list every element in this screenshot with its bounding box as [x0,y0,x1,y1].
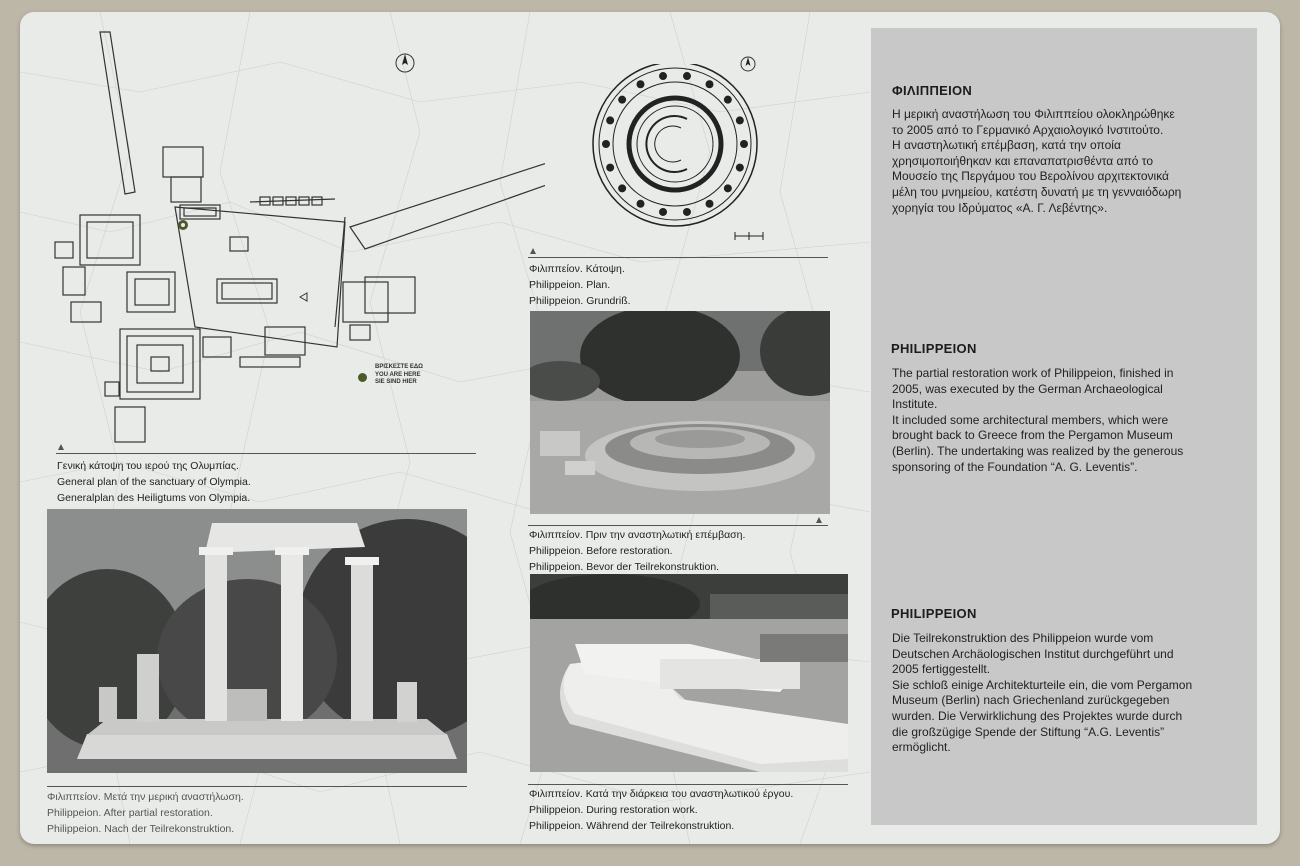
caption-rule [528,525,828,526]
english-heading: PHILIPPEION [891,341,977,356]
legend-german: SIE SIND HIER [375,379,417,385]
column-marker [637,200,645,208]
column-marker [637,80,645,88]
caption-before-restoration: Φιλιππείον. Πριν την αναστηλωτική επέμβαση. Philippeion. Before restoration. Philippeion. Bevor der Teilrekonstruktion. [529,529,746,573]
column-marker [724,96,732,104]
caption-rule [56,453,476,454]
english-text: The partial restoration work of Philippeion, finished in 2005, was executed by the German Archaeological Institute. It included some architectural members, which were brought back to Greece from the Pergamon Museum (Berlin). The undertaking was realized by the generous sponsoring of the Foundation “A. G. Leventis”. [892,366,1184,474]
greek-text: Η μερική αναστήλωση του Φιλιππείου ολοκληρώθηκε το 2005 από το Γερμανικό Αρχαιολογικό Ινστιτούτο. Η αναστηλωτική επέμβαση, κατά την οποία χρησιμοποιήθηκαν και επαναπατρισθέντα από το Μουσείο της Περγάμου του Βερολίνου αρχιτεκτονικά μέλη του μνημείου, κατέστη δυνατή με τη γενναιόδωρη χορηγία του Ιδρύματος «Α. Γ. Λεβέντης». [892,107,1182,215]
column-marker [602,140,610,148]
column-marker [683,208,691,216]
photo-during-restoration [530,574,848,772]
column-marker [606,164,614,172]
text-panel [871,28,1257,825]
column-marker [736,164,744,172]
german-text: Die Teilrekonstruktion des Philippeion wurde vom Deutschen Archäologischen Institut durchgeführt und 2005 fertiggestellt. Sie schloß einige Architekturteile ein, die vom Pergamon Museum (Berlin) nach Griechenland zurückgegeben wurden. Die Verwirklichung des Projektes wurde durch die großzügige Spende der Stiftung “A.G. Leventis” ermöglicht. [892,631,1193,755]
column-marker [659,72,667,80]
column-marker [606,116,614,124]
legend-english: YOU ARE HERE [375,371,421,378]
column-marker [659,208,667,216]
caption-marker [816,517,822,523]
column-marker [706,80,714,88]
caption-rule [528,784,848,785]
sanctuary-plan-map [45,27,545,447]
column-marker [724,184,732,192]
column-marker [706,200,714,208]
column-marker [740,140,748,148]
greek-heading: ΦΙΛΙΠΠΕΙΟΝ [892,83,973,98]
information-board [20,12,1280,844]
caption-rule [528,257,828,258]
north-arrow-icon [394,52,416,74]
philippeion-plan-drawing [585,64,765,244]
caption-rule [47,786,467,787]
photo-after-restoration [47,509,467,773]
you-are-here-dot [358,373,367,382]
photo-before-restoration [530,311,830,514]
column-marker [618,184,626,192]
caption-sanctuary-plan: Γενική κάτοψη του ιερού της Ολυμπίας. General plan of the sanctuary of Olympia. Generalplan des Heiligtums von Olympia. [57,460,251,504]
german-heading: PHILIPPEION [891,606,977,621]
caption-marker [530,248,536,254]
column-marker [736,116,744,124]
caption-after-restoration: Φιλιππείον. Μετά την μερική αναστήλωση. Philippeion. After partial restoration. Philippeion. Nach der Teilrekonstruktion. [47,791,244,835]
you-are-here-legend [375,364,423,387]
column-marker [618,96,626,104]
caption-marker [58,444,64,450]
caption-during-restoration: Φιλιππείον. Κατά την διάρκεια του αναστηλωτικού έργου. Philippeion. During restoration work. Philippeion. Während der Teilrekonstruktion. [529,788,794,832]
caption-philippeion-plan: Φιλιππείον. Κάτοψη. Philippeion. Plan. Philippeion. Grundriß. [529,263,631,307]
legend-greek: ΒΡΙΣΚΕΣΤΕ ΕΔΩ [375,364,423,370]
column-marker [683,72,691,80]
